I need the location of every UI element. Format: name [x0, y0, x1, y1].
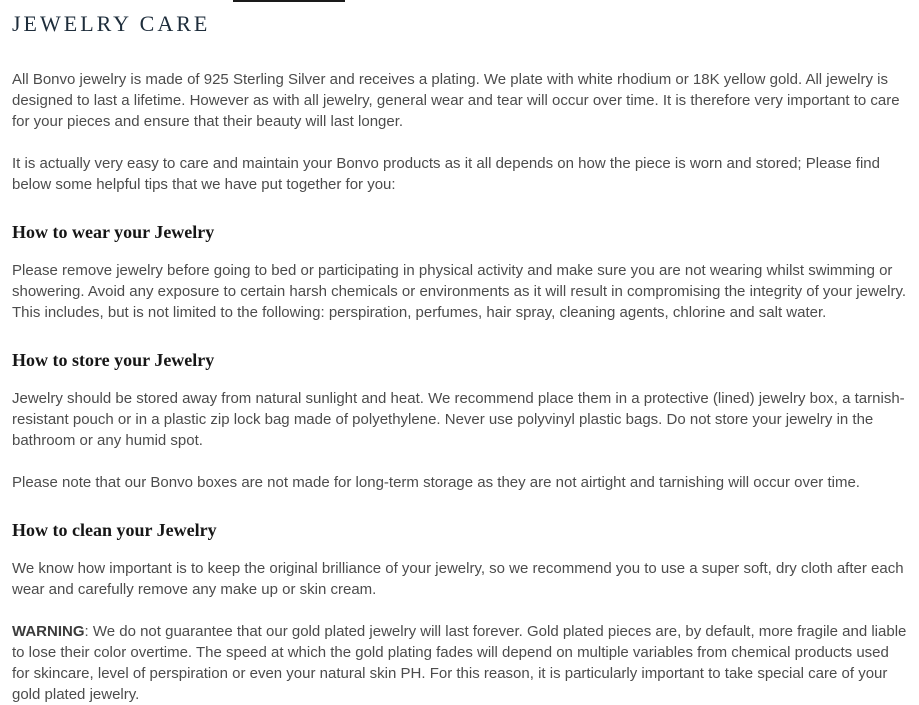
- clean-paragraph: We know how important is to keep the original brilliance of your jewelry, so we recommend you to use a super soft, dry cloth after each wear and carefully remove any make up or skin cream.: [12, 560, 904, 598]
- store-paragraph-2: Please note that our Bonvo boxes are not made for long-term storage as they are not airtight and tarnishing will occur over time.: [12, 474, 860, 491]
- page-title: JEWELRY CARE: [12, 11, 211, 36]
- warning-paragraph: [12, 621, 908, 705]
- section-heading-wear: How to wear your Jewelry: [12, 222, 215, 242]
- intro-paragraph-2: It is actually very easy to care and maintain your Bonvo products as it all depends on how the piece is worn and stored; Please find below some helpful tips that we have put together for you:: [12, 155, 880, 193]
- wear-paragraph: Please remove jewelry before going to bed or participating in physical activity and make sure you are not wearing whilst swimming or showering. Avoid any exposure to certain harsh chemicals or environments as it will result in compromising the integrity of your jewelry. This includes, but is not limited to the following: perspiration, perfumes, hair spray, cleaning agents, chlorine and salt water.: [12, 262, 907, 321]
- intro-paragraph-1: All Bonvo jewelry is made of 925 Sterling Silver and receives a plating. We plate with white rhodium or 18K yellow gold. All jewelry is designed to last a lifetime. However as with all jewelry, general wear and tear will occur over time. It is therefore very important to care for your pieces and ensure that their beauty will last longer.: [12, 71, 900, 130]
- section-heading-clean: How to clean your Jewelry: [12, 520, 217, 540]
- warning-text: : We do not guarantee that our gold plated jewelry will last forever. Gold plated pieces are, by default, more fragile and liable to lose their color overtime. The speed at which the gold plating fades will depend on multiple variables from chemical products used for skincare, level of perspiration or even your natural skin PH. For this reason, it is particularly important to take special care of your gold plated jewelry.: [12, 623, 907, 703]
- store-paragraph-1: Jewelry should be stored away from natural sunlight and heat. We recommend place them in a protective (lined) jewelry box, a tarnish-resistant pouch or in a plastic zip lock bag made of polyethylene. Never use polyvinyl plastic bags. Do not store your jewelry in the bathroom or any humid spot.: [12, 390, 905, 449]
- warning-label: WARNING: [12, 623, 85, 640]
- top-edge-line: [233, 0, 345, 2]
- section-heading-store: How to store your Jewelry: [12, 350, 215, 370]
